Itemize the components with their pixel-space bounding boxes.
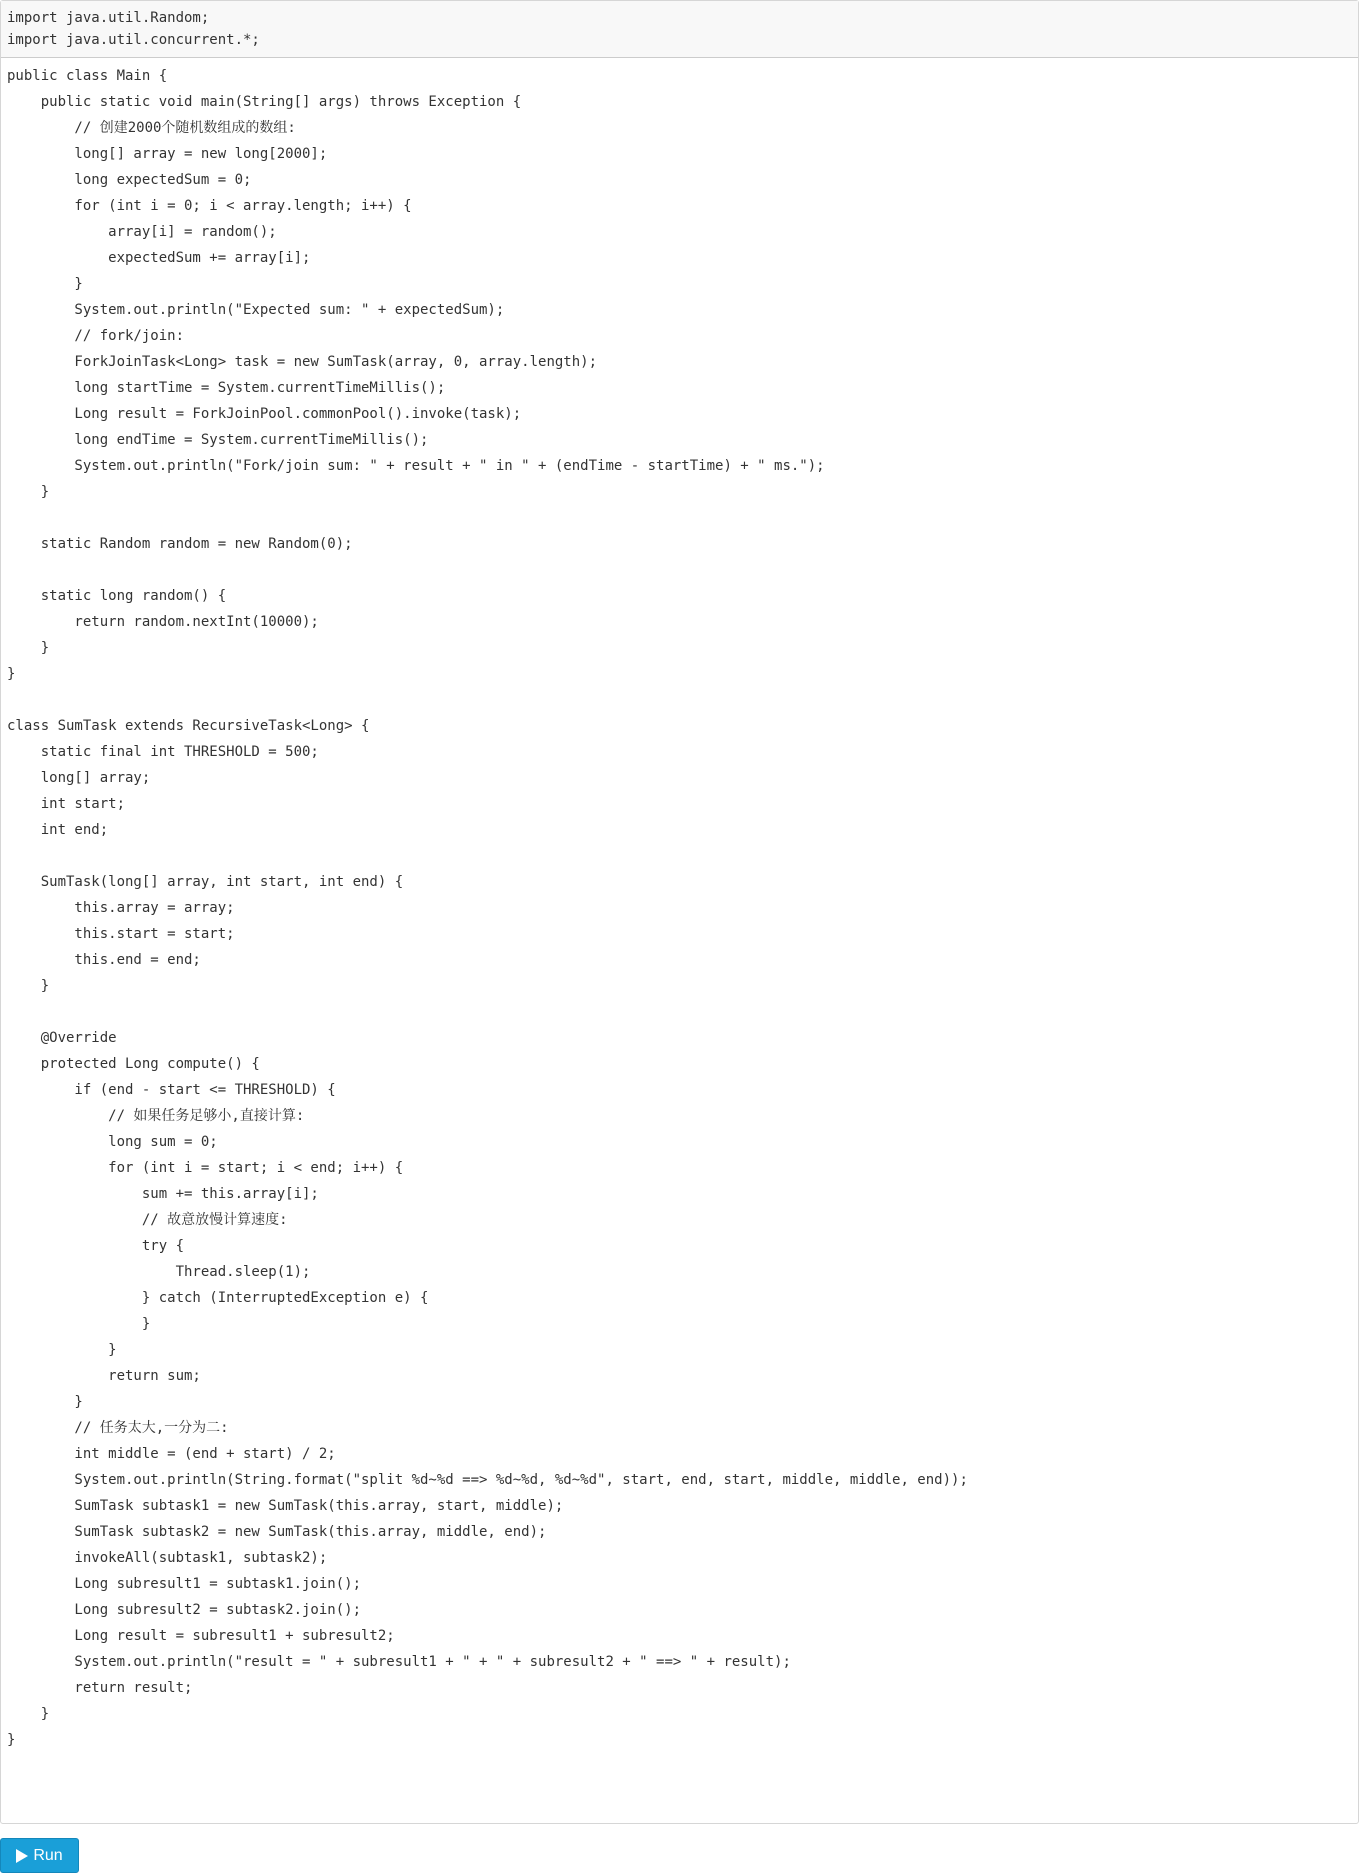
code-line: @Override	[7, 1030, 117, 1046]
code-line: protected Long compute() {	[7, 1056, 260, 1072]
code-line: System.out.println("Fork/join sum: " + result + " in " + (endTime - startTime) + " ms.");	[7, 458, 825, 474]
code-line	[7, 557, 1352, 583]
code-line: return sum;	[7, 1368, 201, 1384]
import-line: import java.util.concurrent.*;	[7, 31, 260, 48]
code-line: this.start = start;	[7, 926, 235, 942]
code-line: long endTime = System.currentTimeMillis();	[7, 432, 429, 448]
code-line: // 故意放慢计算速度:	[7, 1212, 288, 1228]
code-line: SumTask subtask1 = new SumTask(this.array, start, middle);	[7, 1498, 564, 1514]
code-line: }	[7, 484, 50, 500]
code-line: return random.nextInt(10000);	[7, 614, 319, 630]
code-line: class SumTask extends RecursiveTask<Long> {	[7, 718, 370, 734]
code-line: // fork/join:	[7, 328, 185, 344]
code-line: Long result = ForkJoinPool.commonPool().invoke(task);	[7, 406, 522, 422]
code-line: // 如果任务足够小,直接计算:	[7, 1108, 305, 1124]
code-line: array[i] = random();	[7, 224, 277, 240]
code-line: SumTask(long[] array, int start, int end) {	[7, 874, 404, 890]
code-line	[7, 505, 1352, 531]
code-line: System.out.println("Expected sum: " + expectedSum);	[7, 302, 505, 318]
code-line: public static void main(String[] args) throws Exception {	[7, 94, 522, 110]
code-line: }	[7, 1706, 50, 1722]
code-line: long startTime = System.currentTimeMillis();	[7, 380, 446, 396]
play-icon	[16, 1849, 28, 1863]
code-line: }	[7, 1394, 83, 1410]
code-line: long[] array = new long[2000];	[7, 146, 328, 162]
code-line: }	[7, 978, 50, 994]
run-button-label: Run	[33, 1846, 63, 1864]
code-line: } catch (InterruptedException e) {	[7, 1290, 429, 1306]
code-line: this.end = end;	[7, 952, 201, 968]
code-line: }	[7, 1342, 117, 1358]
code-line: Long result = subresult1 + subresult2;	[7, 1628, 395, 1644]
code-line: static final int THRESHOLD = 500;	[7, 744, 319, 760]
code-line: static long random() {	[7, 588, 227, 604]
code-line: for (int i = 0; i < array.length; i++) {	[7, 198, 412, 214]
run-button[interactable]	[0, 1838, 79, 1873]
code-line	[7, 843, 1352, 869]
code-line: Thread.sleep(1);	[7, 1264, 311, 1280]
code-line: public class Main {	[7, 68, 168, 84]
code-line: Long subresult1 = subtask1.join();	[7, 1576, 362, 1592]
code-line: this.array = array;	[7, 900, 235, 916]
code-line: try {	[7, 1238, 185, 1254]
code-line: }	[7, 640, 50, 656]
code-line: int end;	[7, 822, 109, 838]
code-line: }	[7, 1732, 16, 1748]
code-body[interactable]	[1, 58, 1358, 1753]
code-line: long expectedSum = 0;	[7, 172, 252, 188]
code-line: sum += this.array[i];	[7, 1186, 319, 1202]
code-line: expectedSum += array[i];	[7, 250, 311, 266]
code-line: System.out.println(String.format("split %d~%d ==> %d~%d, %d~%d", start, end, start, middle, middle, end));	[7, 1472, 968, 1488]
code-line: int middle = (end + start) / 2;	[7, 1446, 336, 1462]
import-line: import java.util.Random;	[7, 10, 210, 26]
imports-section	[1, 1, 1358, 58]
code-line: System.out.println("result = " + subresult1 + " + " + subresult2 + " ==> " + result);	[7, 1654, 791, 1670]
code-line: static Random random = new Random(0);	[7, 536, 353, 552]
code-line: }	[7, 1316, 151, 1332]
code-line: if (end - start <= THRESHOLD) {	[7, 1082, 336, 1098]
code-line: invokeAll(subtask1, subtask2);	[7, 1550, 328, 1566]
code-line	[7, 999, 1352, 1025]
code-line: long[] array;	[7, 770, 151, 786]
code-line: Long subresult2 = subtask2.join();	[7, 1602, 362, 1618]
code-line: long sum = 0;	[7, 1134, 218, 1150]
code-line	[7, 687, 1352, 713]
code-line: }	[7, 276, 83, 292]
code-line: // 创建2000个随机数组成的数组:	[7, 120, 296, 136]
code-line: int start;	[7, 796, 126, 812]
code-line: }	[7, 666, 16, 682]
code-line: SumTask subtask2 = new SumTask(this.array, middle, end);	[7, 1524, 547, 1540]
code-line: // 任务太大,一分为二:	[7, 1420, 229, 1436]
code-line: ForkJoinTask<Long> task = new SumTask(array, 0, array.length);	[7, 354, 598, 370]
code-line: for (int i = start; i < end; i++) {	[7, 1160, 404, 1176]
code-line: return result;	[7, 1680, 193, 1696]
